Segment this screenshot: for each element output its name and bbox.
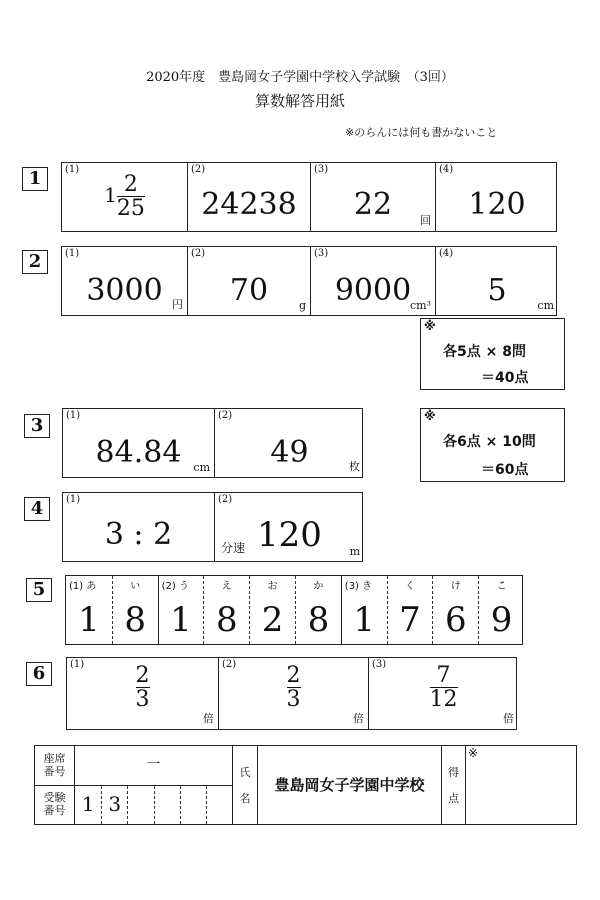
exam-number-field[interactable] bbox=[75, 786, 232, 824]
question-number: (1) bbox=[65, 164, 80, 175]
note-mark: ※ bbox=[424, 319, 436, 333]
question-number: (2) bbox=[222, 659, 237, 670]
answer-value: 7 bbox=[399, 600, 421, 640]
exam-digit[interactable] bbox=[180, 786, 206, 824]
question-number: (1) bbox=[66, 410, 81, 421]
question-number: (2) bbox=[191, 248, 206, 259]
score-label bbox=[441, 746, 466, 824]
seat-number-field[interactable] bbox=[75, 746, 232, 786]
blank-label: (3) き bbox=[344, 581, 373, 592]
section-1-answers bbox=[61, 162, 557, 232]
blank-label: く bbox=[404, 581, 415, 592]
answer-value: 22 bbox=[353, 187, 393, 222]
instruction-note: ※のらんには何も書かないこと bbox=[345, 126, 498, 139]
answer-cell[interactable] bbox=[62, 163, 187, 231]
seat-number-value: 一 bbox=[146, 757, 161, 773]
whole-part: 1 bbox=[104, 183, 117, 208]
score-label-text: 得点 bbox=[448, 766, 459, 805]
score-mark: ※ bbox=[468, 746, 479, 760]
denominator: 3 bbox=[135, 687, 150, 713]
blank-label: (2) う bbox=[161, 581, 189, 592]
answer-cell[interactable] bbox=[214, 493, 364, 561]
answer-value: 84.84 bbox=[95, 435, 182, 470]
score-rule: 各6点 × 10問 bbox=[443, 434, 536, 450]
answer-cell[interactable] bbox=[67, 658, 218, 729]
question-number: (4) bbox=[439, 248, 454, 259]
answer-cell[interactable] bbox=[187, 163, 310, 231]
unit-label: 枚 bbox=[349, 460, 360, 473]
question-number: (3) bbox=[314, 164, 329, 175]
unit-label: 倍 bbox=[353, 712, 364, 725]
exam-digit[interactable] bbox=[206, 786, 232, 824]
denominator: 25 bbox=[116, 196, 145, 222]
answer-cell[interactable] bbox=[435, 247, 558, 315]
answer-value: 3 : 2 bbox=[104, 517, 173, 552]
name-label bbox=[232, 746, 258, 824]
section-3-answers bbox=[62, 408, 363, 478]
denominator: 12 bbox=[429, 687, 458, 713]
numerator: 2 bbox=[135, 663, 150, 688]
seat-label-text: 座席番号 bbox=[43, 752, 66, 778]
answer-cell[interactable] bbox=[187, 247, 310, 315]
answer-cell[interactable] bbox=[249, 576, 295, 644]
numerator: 7 bbox=[436, 663, 451, 688]
answer-mixed-fraction bbox=[62, 173, 187, 220]
question-number: (1) bbox=[66, 494, 81, 505]
unit-label: cm bbox=[537, 299, 554, 312]
answer-fraction bbox=[219, 664, 368, 711]
blank-label: お bbox=[267, 581, 278, 592]
question-number: (3) bbox=[314, 248, 329, 259]
answer-cell[interactable] bbox=[432, 576, 478, 644]
answer-fraction bbox=[67, 664, 218, 711]
answer-cell[interactable] bbox=[368, 658, 518, 729]
note-mark: ※ bbox=[424, 409, 436, 423]
answer-value: 8 bbox=[307, 600, 330, 640]
answer-value: 1 bbox=[78, 600, 100, 640]
section-4-label: 4 bbox=[24, 497, 50, 521]
answer-value: 9000 bbox=[334, 273, 412, 308]
section-5-label: 5 bbox=[26, 578, 52, 602]
answer-cell[interactable] bbox=[341, 576, 387, 644]
unit-label: g bbox=[298, 299, 306, 312]
answer-value: 24238 bbox=[201, 187, 297, 222]
blank-label: (1) あ bbox=[69, 581, 97, 592]
prefix-label: 分速 bbox=[221, 541, 246, 555]
question-number: (3) bbox=[372, 659, 387, 670]
blank-label: え bbox=[221, 581, 232, 592]
answer-cell[interactable] bbox=[112, 576, 158, 644]
answer-value: 49 bbox=[270, 435, 309, 470]
section-5-answers bbox=[65, 575, 523, 645]
answer-value: 8 bbox=[124, 600, 147, 640]
denominator: 3 bbox=[286, 687, 301, 713]
score-total: ＝60点 bbox=[481, 462, 529, 478]
answer-cell[interactable] bbox=[435, 163, 558, 231]
question-number: (2) bbox=[191, 164, 206, 175]
unit-label: m bbox=[349, 545, 360, 558]
name-label-text: 氏名 bbox=[239, 766, 251, 805]
question-number: (1) bbox=[70, 659, 85, 670]
seat-number-label bbox=[35, 746, 75, 786]
student-name: 豊島岡女子学園中学校 bbox=[274, 776, 425, 794]
answer-cell[interactable] bbox=[63, 409, 214, 477]
unit-label: cm bbox=[193, 461, 210, 474]
name-field[interactable] bbox=[258, 746, 441, 824]
answer-value: 120 bbox=[257, 515, 322, 555]
blank-label: い bbox=[130, 581, 141, 592]
answer-value: 2 bbox=[261, 600, 284, 640]
question-number: (1) bbox=[65, 248, 80, 259]
unit-label: cm³ bbox=[409, 299, 431, 312]
answer-value: 6 bbox=[444, 600, 467, 640]
answer-cell[interactable] bbox=[218, 658, 368, 729]
answer-fraction bbox=[369, 664, 518, 711]
answer-value: 9 bbox=[490, 600, 513, 640]
student-info-table bbox=[34, 745, 577, 825]
score-rule: 各5点 × 8問 bbox=[443, 344, 526, 360]
answer-cell[interactable] bbox=[214, 409, 364, 477]
exam-number-label bbox=[35, 786, 75, 824]
exam-digit[interactable]: 1 bbox=[81, 792, 95, 816]
section-6-answers bbox=[66, 657, 517, 730]
numerator: 2 bbox=[123, 172, 138, 197]
question-number: (4) bbox=[439, 164, 454, 175]
answer-value: 3000 bbox=[86, 273, 163, 308]
score-note-box bbox=[420, 408, 565, 482]
answer-cell[interactable] bbox=[203, 576, 249, 644]
unit-label: 倍 bbox=[203, 712, 214, 725]
answer-cell[interactable] bbox=[478, 576, 524, 644]
numerator: 2 bbox=[286, 663, 301, 688]
section-3-label: 3 bbox=[24, 414, 50, 438]
score-note-box bbox=[420, 318, 565, 390]
blank-label: か bbox=[313, 581, 324, 592]
question-number: (2) bbox=[218, 494, 233, 505]
section-1-label: 1 bbox=[22, 167, 48, 191]
score-total: ＝40点 bbox=[481, 370, 529, 386]
sheet-title: 算数解答用紙 bbox=[254, 92, 345, 110]
section-4-answers bbox=[62, 492, 363, 562]
answer-value: 1 bbox=[170, 600, 192, 640]
answer-cell[interactable] bbox=[310, 247, 435, 315]
unit-label: 円 bbox=[172, 298, 183, 311]
unit-label: 回 bbox=[420, 214, 431, 227]
answer-cell[interactable] bbox=[62, 247, 187, 315]
answer-cell[interactable] bbox=[158, 576, 204, 644]
unit-label: 倍 bbox=[503, 712, 514, 725]
answer-value: 8 bbox=[215, 600, 238, 640]
exam-digit[interactable] bbox=[154, 786, 180, 824]
exam-title: 2020年度 豊島岡女子学園中学校入学試験 （3回） bbox=[146, 70, 454, 85]
exam-label-text: 受験番号 bbox=[43, 791, 66, 817]
score-field bbox=[466, 746, 576, 824]
question-number: (2) bbox=[218, 410, 233, 421]
answer-cell[interactable] bbox=[387, 576, 433, 644]
blank-label: こ bbox=[496, 581, 507, 592]
section-6-label: 6 bbox=[26, 662, 52, 686]
answer-cell[interactable] bbox=[295, 576, 341, 644]
answer-cell[interactable] bbox=[63, 493, 214, 561]
answer-value: 70 bbox=[229, 273, 269, 308]
exam-digit[interactable]: 3 bbox=[101, 786, 127, 824]
answer-cell[interactable] bbox=[310, 163, 435, 231]
blank-label: け bbox=[450, 581, 461, 592]
answer-value: 5 bbox=[487, 273, 507, 308]
answer-value: 1 bbox=[353, 600, 376, 640]
section-2-label: 2 bbox=[22, 250, 48, 274]
exam-digit[interactable] bbox=[127, 786, 153, 824]
answer-value: 120 bbox=[468, 187, 526, 222]
section-2-answers bbox=[61, 246, 557, 316]
answer-cell[interactable] bbox=[66, 576, 112, 644]
